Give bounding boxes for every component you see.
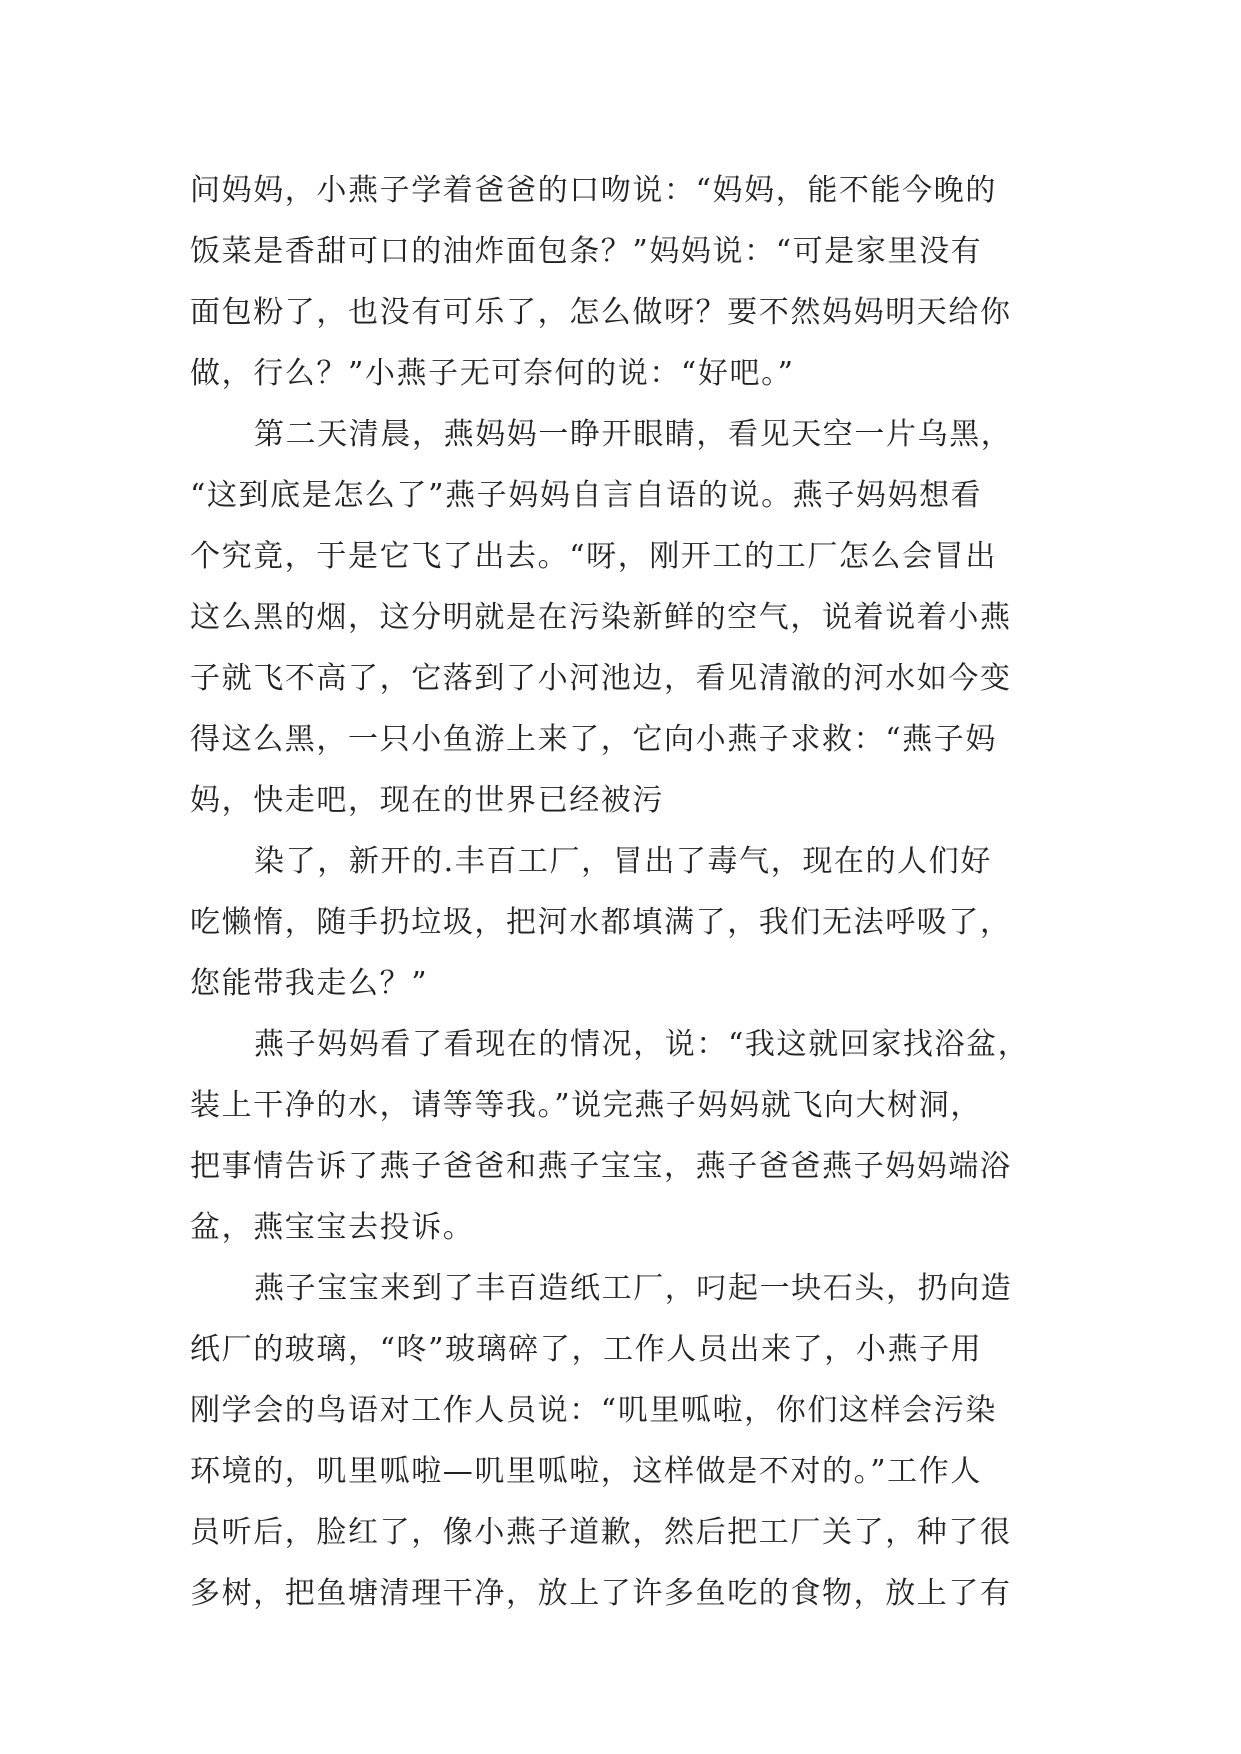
text-line: “这到底是怎么了”燕子妈妈自言自语的说。燕子妈妈想看 <box>190 478 983 513</box>
text-line: 盆，燕宝宝去投诉。 <box>190 1210 475 1245</box>
paragraph-first-line: 第二天清晨，燕妈妈一睁开眼睛，看见天空一片乌黑， <box>254 417 1013 452</box>
text-line: 您能带我走么？” <box>190 966 429 1001</box>
text-line: 个究竟，于是它飞了出去。“呀，刚开工的工厂怎么会冒出 <box>190 539 997 574</box>
text-line: 妈，快走吧，现在的世界已经被污 <box>190 783 664 818</box>
text-line: 面包粉了，也没有可乐了，怎么做呀？要不然妈妈明天给你 <box>190 295 1012 330</box>
paragraph-first-line: 燕子宝宝来到了丰百造纸工厂，叼起一块石头，扔向造 <box>254 1271 1013 1306</box>
text-line: 吃懒惰，随手扔垃圾，把河水都填满了，我们无法呼吸了， <box>190 905 1012 940</box>
text-line: 刚学会的鸟语对工作人员说：“叽里呱啦，你们这样会污染 <box>190 1393 997 1428</box>
text-line: 得这么黑，一只小鱼游上来了，它向小燕子求救：“燕子妈 <box>190 722 997 757</box>
text-line: 问妈妈，小燕子学着爸爸的口吻说：“妈妈，能不能今晚的 <box>190 173 997 208</box>
text-line: 这么黑的烟，这分明就是在污染新鲜的空气，说着说着小燕 <box>190 600 1012 635</box>
text-line: 纸厂的玻璃，“咚”玻璃碎了，工作人员出来了，小燕子用 <box>190 1332 983 1367</box>
text-line: 子就飞不高了，它落到了小河池边，看见清澈的河水如今变 <box>190 661 1012 696</box>
text-line: 饭菜是香甜可口的油炸面包条？”妈妈说：“可是家里没有 <box>190 234 983 269</box>
text-line: 员听后，脸红了，像小燕子道歉，然后把工厂关了，种了很 <box>190 1515 1012 1550</box>
text-line: 装上干净的水，请等等我。”说完燕子妈妈就飞向大树洞， <box>190 1088 982 1123</box>
document-body-text <box>190 160 1060 1624</box>
paragraph-first-line: 燕子妈妈看了看现在的情况，说：“我这就回家找浴盆， <box>254 1027 1030 1062</box>
text-line: 环境的，叽里呱啦—叽里呱啦，这样做是不对的。”工作人 <box>190 1454 982 1489</box>
paragraph-first-line: 染了，新开的.丰百工厂，冒出了毒气，现在的人们好 <box>254 844 992 879</box>
text-line: 把事情告诉了燕子爸爸和燕子宝宝，燕子爸爸燕子妈妈端浴 <box>190 1149 1012 1184</box>
text-line: 多树，把鱼塘清理干净，放上了许多鱼吃的食物，放上了有 <box>190 1576 1012 1611</box>
text-line: 做，行么？”小燕子无可奈何的说：“好吧。” <box>190 356 795 391</box>
